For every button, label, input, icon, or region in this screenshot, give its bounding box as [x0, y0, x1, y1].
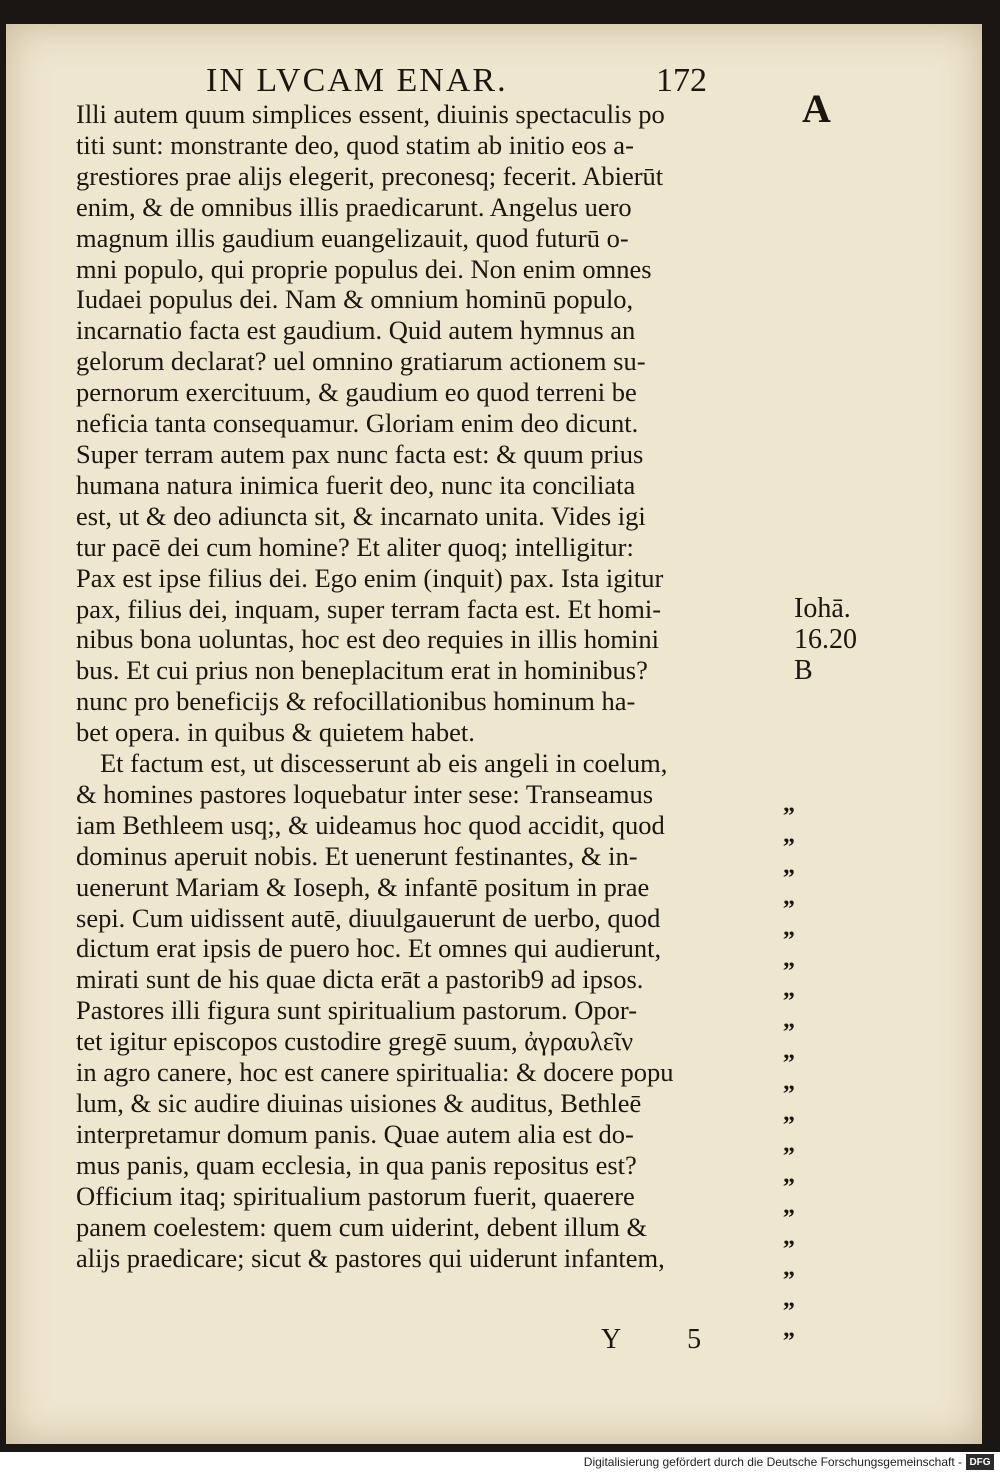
text-line: grestiores prae alijs elegerit, preconesq; fecerit. Abierūt [76, 160, 664, 191]
text-line: uenerunt Mariam & Ioseph, & infantē positum in prae [76, 871, 650, 902]
digitization-footer [0, 1452, 1000, 1474]
quote-mark: „ [783, 945, 795, 972]
text-line: bet opera. in quibus & quietem habet. [76, 717, 475, 748]
text-line: gelorum declarat? uel omnino gratiarum actionem su- [76, 346, 646, 377]
text-line: nunc pro beneficijs & refocillationibus hominum ha- [76, 686, 636, 717]
quote-mark: „ [783, 852, 795, 879]
text-line: humana natura inimica fuerit deo, nunc ita conciliata [76, 469, 636, 500]
text-line: nibus bona uoluntas, hoc est deo requies in illis homini [76, 624, 659, 655]
text-line: dominus aperuit nobis. Et uenerunt festinantes, & in- [76, 840, 638, 871]
quote-mark: „ [783, 914, 795, 941]
text-line: tur pacē dei cum homine? Et aliter quoq; intelligitur: [76, 531, 634, 562]
quote-mark: „ [783, 1223, 795, 1250]
dfg-logo-icon[interactable]: DFG [966, 1454, 994, 1470]
quote-mark: „ [783, 1316, 795, 1343]
text-line: Iudaei populus dei. Nam & omnium hominū populo, [76, 284, 634, 315]
text-line: & homines pastores loquebatur inter sese: Transeamus [76, 778, 654, 809]
text-line: tet igitur episcopos custodire gregē suum, ἀγραυλεῖν [76, 1026, 634, 1057]
text-line: est, ut & deo adiuncta sit, & incarnato unita. Vides igi [76, 500, 646, 531]
text-line: magnum illis gaudium euangelizauit, quod futurū o- [76, 222, 629, 253]
section-marker: A [802, 86, 831, 131]
quote-mark: „ [783, 791, 795, 817]
signature-mark: Y 5 [601, 1324, 732, 1355]
marginal-reference [794, 594, 874, 687]
quote-mark: „ [783, 1007, 795, 1034]
text-line: panem coelestem: quem cum uiderint, debent illum & [76, 1211, 648, 1242]
folio-number: 172 [656, 62, 707, 99]
text-line: interpretamur domum panis. Quae autem alia est do- [76, 1118, 634, 1149]
quote-mark: „ [783, 1130, 795, 1157]
text-line: Super terram autem pax nunc facta est: & quum prius [76, 438, 644, 469]
text-line: alijs praedicare; sicut & pastores qui uiderunt infantem, [76, 1242, 665, 1273]
text-line: sepi. Cum uidissent autē, diuulgauerunt de uerbo, quod [76, 902, 661, 933]
reference-line: 16.20 [794, 623, 857, 655]
text-line: lum, & sic audire diuinas uisiones & auditus, Bethleē [76, 1088, 642, 1118]
quote-mark: „ [783, 883, 795, 910]
text-line: mni populo, qui proprie populus dei. Non enim omnes [76, 253, 652, 284]
text-line: pax, filius dei, inquam, super terram facta est. Et homi- [76, 593, 662, 624]
text-line: dictum erat ipsis de puero hoc. Et omnes qui audierunt, [76, 933, 662, 964]
quote-mark: „ [783, 1161, 795, 1188]
text-line: enim, & de omnibus illis praedicarunt. Angelus uero [76, 191, 632, 222]
reference-line: Iohā. [794, 593, 851, 624]
quote-mark: „ [783, 1069, 795, 1096]
reference-line: B [794, 654, 813, 686]
text-line: Pax est ipse filius dei. Ego enim (inquit) pax. Ista igitur [76, 562, 664, 593]
quote-mark: „ [783, 1100, 795, 1127]
text-line: in agro canere, hoc est canere spiritualia: & docere popu [76, 1057, 674, 1088]
quotation-marks-column [783, 789, 813, 1345]
footer-credit: Digitalisierung gefördert durch die Deutsche Forschungsgemeinschaft - [583, 1455, 962, 1469]
quote-mark: „ [783, 1192, 795, 1219]
text-line: titi sunt: monstrante deo, quod statim ab initio eos a- [76, 129, 634, 160]
running-head: IN LVCAM ENAR. [206, 62, 508, 99]
text-line: iam Bethleem usq;, & uideamus hoc quod accidit, quod [76, 809, 665, 840]
quote-mark: „ [783, 1038, 795, 1065]
quote-mark: „ [783, 1254, 795, 1281]
quote-mark: „ [783, 821, 795, 848]
text-line: pernorum exercituum, & gaudium eo quod terreni be [76, 377, 637, 408]
page-header [6, 62, 982, 102]
text-line: Et factum est, ut discesserunt ab eis angeli in coelum, [100, 748, 668, 779]
text-line: mirati sunt de his quae dicta erāt a pastorib9 ad ipsos. [76, 964, 644, 995]
text-line: mus panis, quam ecclesia, in qua panis repositus est? [76, 1149, 637, 1180]
text-line: Pastores illi figura sunt spiritualium pastorum. Opor- [76, 995, 638, 1026]
quote-mark: „ [783, 976, 795, 1003]
text-line: Illi autem quum simplices essent, diuinis spectaculis po [76, 99, 665, 129]
quote-mark: „ [783, 1285, 795, 1312]
text-line: incarnatio facta est gaudium. Quid autem hymnus an [76, 315, 636, 346]
text-line: Officium itaq; spiritualium pastorum fuerit, quaerere [76, 1180, 635, 1211]
book-page [6, 24, 982, 1444]
body-text [76, 99, 786, 1273]
text-line: bus. Et cui prius non beneplacitum erat in hominibus? [76, 655, 648, 686]
text-line: neficia tanta consequamur. Gloriam enim deo dicunt. [76, 408, 639, 439]
